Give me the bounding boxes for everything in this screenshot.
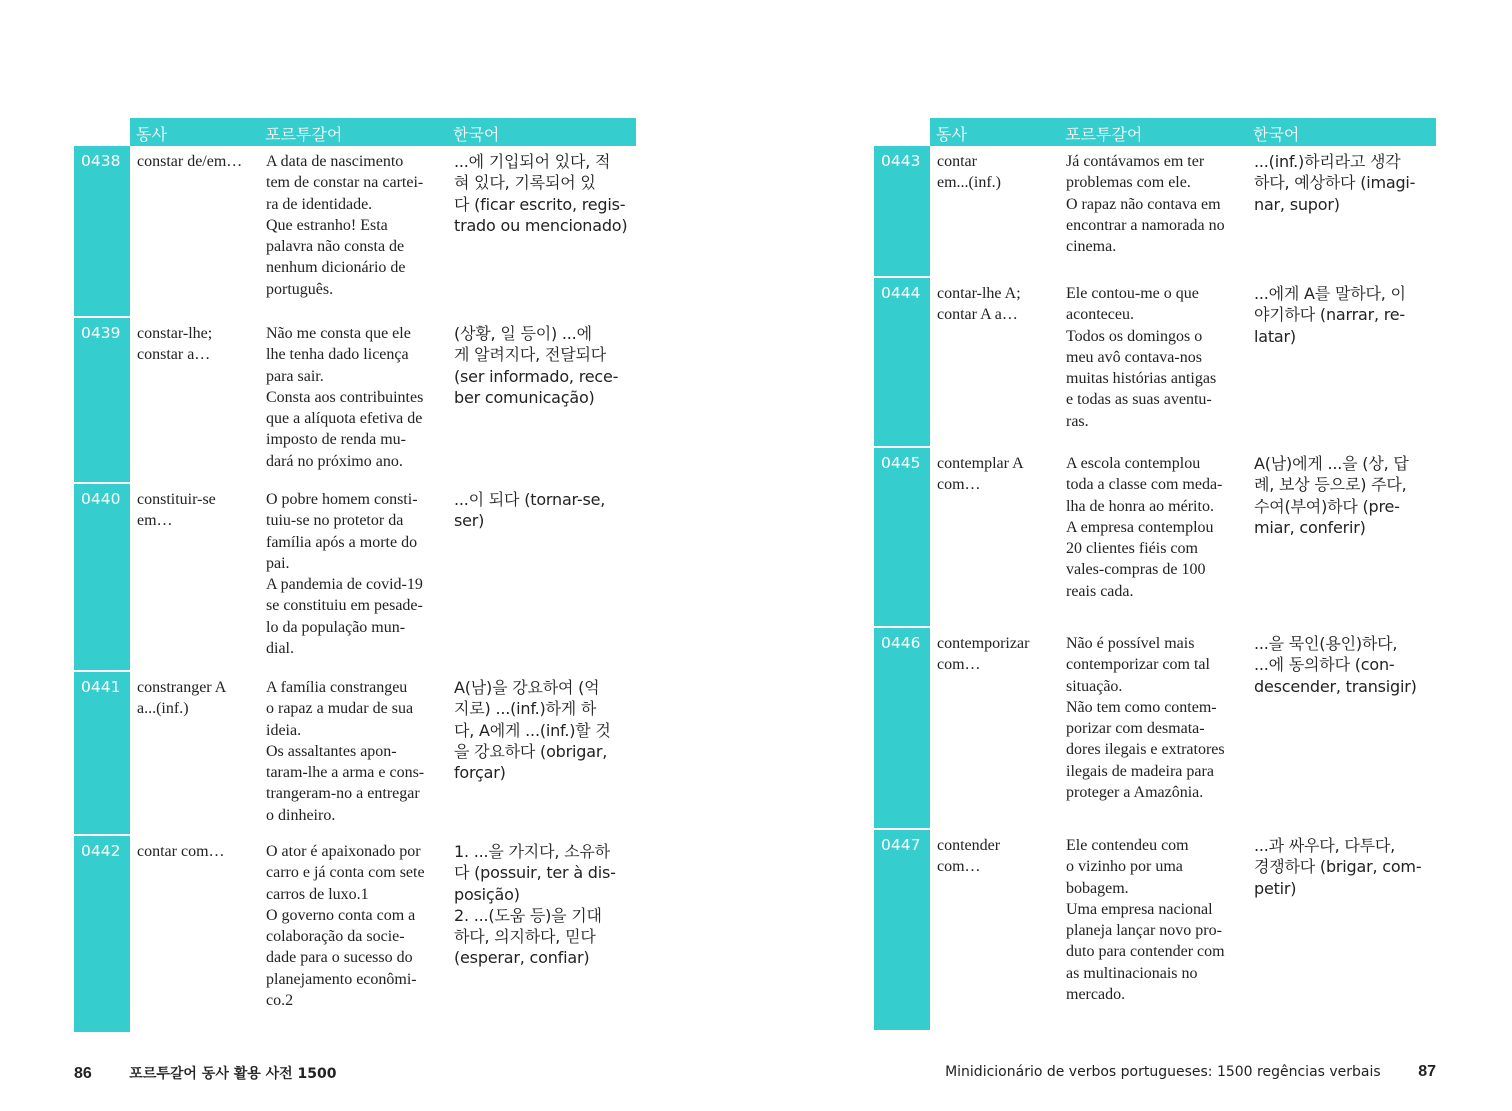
entry-number: 0445 bbox=[881, 454, 921, 472]
example-line: e todas as suas aventu- bbox=[1066, 391, 1212, 409]
example-line: lhe tenha dado licença bbox=[266, 346, 409, 364]
entry-korean-meaning bbox=[1254, 151, 1438, 215]
meaning-line: ...에 기입되어 있다, 적 bbox=[454, 152, 611, 171]
example-line: o dinheiro. bbox=[266, 806, 336, 824]
example-line: dade para o sucesso do bbox=[266, 949, 413, 967]
verb-line: contar A a… bbox=[937, 306, 1018, 324]
entry-list bbox=[874, 146, 1436, 1030]
header-portuguese: 포르투갈어 bbox=[265, 125, 343, 144]
entry-verb bbox=[137, 841, 261, 862]
example-line: O pobre homem consti- bbox=[266, 491, 418, 508]
entry-verb bbox=[137, 489, 261, 532]
example-line: Não tem como contem- bbox=[1066, 698, 1217, 716]
example-line: lo da população mun- bbox=[266, 618, 406, 636]
example-line: o rapaz a mudar de sua bbox=[266, 700, 414, 718]
meaning-line: forçar) bbox=[454, 763, 506, 783]
entry-row bbox=[874, 146, 1436, 278]
meaning-line: descender, transigir) bbox=[1254, 676, 1417, 696]
entry-korean-meaning bbox=[1254, 283, 1438, 347]
header-verb: 동사 bbox=[936, 125, 967, 144]
left-footer bbox=[74, 1063, 337, 1083]
meaning-line: posição) bbox=[454, 884, 520, 904]
example-line: as multinacionais no bbox=[1066, 964, 1198, 982]
meaning-line: trado ou mencionado) bbox=[454, 215, 628, 235]
entry-id-bar bbox=[874, 448, 930, 628]
meaning-line: 하다, 의지하다, 믿다 bbox=[454, 927, 596, 947]
example-line: lha de honra ao mérito. bbox=[1066, 497, 1214, 515]
example-line: Não me consta que ele bbox=[266, 325, 411, 342]
entry-id-bar bbox=[874, 830, 930, 1030]
example-line: encontrar a namorada no bbox=[1066, 216, 1225, 234]
verb-line: constituir-se bbox=[137, 491, 216, 508]
example-line: família após a morte do bbox=[266, 533, 418, 551]
example-line: ras. bbox=[1066, 412, 1089, 430]
entry-id-bar bbox=[874, 628, 930, 830]
verb-line: constranger A bbox=[137, 679, 227, 696]
meaning-line: 수여(부여)하다 (pre- bbox=[1254, 496, 1400, 516]
example-line: planeja lançar novo pro- bbox=[1066, 922, 1222, 940]
verb-line: contemporizar bbox=[937, 635, 1030, 652]
example-line: carro e já conta com sete bbox=[266, 864, 425, 882]
example-line: ra de identidade. bbox=[266, 195, 373, 213]
verb-line: contemplar A bbox=[937, 455, 1024, 472]
verb-line: a...(inf.) bbox=[137, 700, 189, 718]
book-title-portuguese: Minidicionário de verbos portugueses: 1500 regências verbais bbox=[945, 1064, 1381, 1080]
verb-line: com… bbox=[937, 858, 981, 876]
example-line: situação. bbox=[1066, 677, 1123, 695]
entry-portuguese-example bbox=[266, 151, 448, 300]
entry-korean-meaning bbox=[454, 323, 638, 408]
table-header bbox=[930, 118, 1436, 146]
meaning-line: nar, supor) bbox=[1254, 194, 1340, 214]
example-line: pai. bbox=[266, 554, 290, 572]
example-line: Uma empresa nacional bbox=[1066, 900, 1213, 918]
entry-verb bbox=[937, 633, 1061, 676]
entry-korean-meaning bbox=[454, 489, 638, 532]
entry-id-bar bbox=[874, 278, 930, 448]
entry-number: 0440 bbox=[81, 490, 121, 508]
header-portuguese: 포르투갈어 bbox=[1065, 125, 1143, 144]
example-line: reais cada. bbox=[1066, 582, 1134, 600]
example-line: O ator é apaixonado por bbox=[266, 843, 421, 860]
entry-id-bar bbox=[74, 484, 130, 672]
example-line: A família constrangeu bbox=[266, 679, 408, 696]
example-line: tuiu-se no protetor da bbox=[266, 512, 404, 530]
example-line: planejamento econômi- bbox=[266, 970, 417, 988]
meaning-line: ser) bbox=[454, 511, 485, 531]
meaning-line: 을 강요하다 (obrigar, bbox=[454, 741, 608, 761]
verb-line: contar com… bbox=[137, 843, 225, 860]
verb-line: com… bbox=[937, 656, 981, 674]
entry-verb bbox=[137, 323, 261, 366]
meaning-line: (esperar, confiar) bbox=[454, 948, 590, 968]
meaning-line: latar) bbox=[1254, 326, 1296, 346]
example-line: Que estranho! Esta bbox=[266, 216, 388, 234]
entry-id-bar bbox=[874, 146, 930, 278]
meaning-line: ...과 싸우다, 다투다, bbox=[1254, 836, 1395, 855]
entry-portuguese-example bbox=[266, 677, 448, 826]
entry-row bbox=[74, 318, 636, 484]
meaning-line: ...이 되다 (tornar-se, bbox=[454, 490, 606, 509]
verb-line: em...(inf.) bbox=[937, 174, 1001, 192]
example-line: palavra não consta de bbox=[266, 238, 405, 256]
entry-row bbox=[74, 672, 636, 836]
example-line: Ele contendeu com bbox=[1066, 837, 1189, 854]
table-header bbox=[130, 118, 636, 146]
entry-row bbox=[874, 448, 1436, 628]
entry-row bbox=[74, 484, 636, 672]
entry-number: 0446 bbox=[881, 634, 921, 652]
entry-korean-meaning bbox=[1254, 453, 1438, 538]
left-page bbox=[74, 118, 636, 1032]
example-line: A data de nascimento bbox=[266, 153, 404, 170]
entry-number: 0439 bbox=[81, 324, 121, 342]
example-line: Consta aos contribuintes bbox=[266, 388, 424, 406]
entry-korean-meaning bbox=[1254, 633, 1438, 697]
example-line: contemporizar com tal bbox=[1066, 656, 1210, 674]
example-line: 20 clientes fiéis com bbox=[1066, 540, 1198, 558]
example-line: Os assaltantes apon- bbox=[266, 742, 397, 760]
entry-verb bbox=[937, 453, 1061, 496]
example-line: O governo conta com a bbox=[266, 906, 416, 924]
entry-portuguese-example bbox=[1066, 835, 1248, 1005]
entry-id-bar bbox=[74, 318, 130, 484]
entry-verb bbox=[937, 835, 1061, 878]
example-line: português. bbox=[266, 280, 334, 298]
meaning-line: 게 알려지다, 전달되다 bbox=[454, 345, 606, 365]
example-line: o vizinho por uma bbox=[1066, 858, 1183, 876]
example-line: ideia. bbox=[266, 721, 302, 739]
entry-verb bbox=[137, 151, 261, 172]
entry-verb bbox=[937, 283, 1061, 326]
meaning-line: 하다, 예상하다 (imagi- bbox=[1254, 173, 1416, 193]
example-line: A escola contemplou bbox=[1066, 455, 1201, 472]
example-line: se constituiu em pesade- bbox=[266, 597, 423, 615]
entry-portuguese-example bbox=[266, 489, 448, 659]
right-page bbox=[874, 118, 1436, 1030]
example-line: cinema. bbox=[1066, 238, 1117, 256]
meaning-line: ...을 묵인(용인)하다, bbox=[1254, 634, 1398, 653]
meaning-line: 야기하다 (narrar, re- bbox=[1254, 305, 1405, 325]
example-line: que a alíquota efetiva de bbox=[266, 410, 423, 428]
example-line: A empresa contemplou bbox=[1066, 518, 1214, 536]
book-title-korean: 포르투갈어 동사 활용 사전 1500 bbox=[129, 1066, 337, 1082]
meaning-line: 다 (ficar escrito, regis- bbox=[454, 194, 626, 214]
example-line: imposto de renda mu- bbox=[266, 431, 406, 449]
header-verb: 동사 bbox=[136, 125, 167, 144]
verb-line: constar a… bbox=[137, 346, 211, 364]
example-line: taram-lhe a arma e cons- bbox=[266, 764, 425, 782]
entry-portuguese-example bbox=[266, 841, 448, 1011]
verb-line: contender bbox=[937, 837, 1001, 854]
meaning-line: 혀 있다, 기록되어 있 bbox=[454, 173, 596, 193]
entry-korean-meaning bbox=[454, 841, 638, 969]
verb-line: em… bbox=[137, 512, 173, 530]
example-line: nenhum dicionário de bbox=[266, 259, 406, 277]
entry-korean-meaning bbox=[454, 151, 638, 236]
meaning-line: ...에게 A를 말하다, 이 bbox=[1254, 284, 1406, 303]
entry-number: 0442 bbox=[81, 842, 121, 860]
example-line: vales-compras de 100 bbox=[1066, 561, 1206, 579]
entry-list bbox=[74, 146, 636, 1032]
meaning-line: 2. ...(도움 등)을 기대 bbox=[454, 905, 602, 925]
example-line: muitas histórias antigas bbox=[1066, 370, 1217, 388]
example-line: Todos os domingos o bbox=[1066, 327, 1203, 345]
example-line: ilegais de madeira para bbox=[1066, 762, 1214, 780]
example-line: meu avô contava-nos bbox=[1066, 348, 1202, 366]
right-footer bbox=[945, 1063, 1436, 1081]
entry-verb bbox=[137, 677, 261, 720]
entry-id-bar bbox=[74, 146, 130, 318]
example-line: Não é possível mais bbox=[1066, 635, 1195, 652]
meaning-line: 지로) ...(inf.)하게 하 bbox=[454, 699, 597, 719]
example-line: bobagem. bbox=[1066, 879, 1129, 897]
entry-row bbox=[874, 278, 1436, 448]
meaning-line: 경쟁하다 (brigar, com- bbox=[1254, 857, 1422, 877]
header-korean: 한국어 bbox=[1253, 125, 1300, 144]
entry-portuguese-example bbox=[1066, 151, 1248, 257]
page-number: 87 bbox=[1418, 1063, 1436, 1080]
example-line: carros de luxo.1 bbox=[266, 885, 369, 903]
entry-portuguese-example bbox=[1066, 633, 1248, 803]
example-line: A pandemia de covid-19 bbox=[266, 576, 423, 594]
entry-number: 0438 bbox=[81, 152, 121, 170]
example-line: mercado. bbox=[1066, 986, 1126, 1004]
example-line: proteger a Amazônia. bbox=[1066, 784, 1204, 802]
verb-line: constar de/em… bbox=[137, 153, 243, 170]
verb-line: constar-lhe; bbox=[137, 325, 213, 342]
entry-row bbox=[74, 836, 636, 1032]
meaning-line: 다 (possuir, ter à dis- bbox=[454, 863, 616, 883]
entry-number: 0447 bbox=[881, 836, 921, 854]
example-line: O rapaz não contava em bbox=[1066, 195, 1221, 213]
meaning-line: ...에 동의하다 (con- bbox=[1254, 655, 1395, 675]
entry-korean-meaning bbox=[1254, 835, 1438, 899]
entry-id-bar bbox=[74, 836, 130, 1032]
entry-row bbox=[874, 628, 1436, 830]
verb-line: contar bbox=[937, 153, 977, 170]
meaning-line: A(남)을 강요하여 (억 bbox=[454, 678, 600, 697]
example-line: tem de constar na cartei- bbox=[266, 174, 424, 192]
meaning-line: 다, A에게 ...(inf.)할 것 bbox=[454, 720, 611, 740]
entry-row bbox=[74, 146, 636, 318]
verb-line: contar-lhe A; bbox=[937, 285, 1021, 302]
example-line: dará no próximo ano. bbox=[266, 452, 403, 470]
page-number: 86 bbox=[74, 1065, 92, 1082]
entry-number: 0444 bbox=[881, 284, 921, 302]
example-line: problemas com ele. bbox=[1066, 174, 1191, 192]
example-line: dores ilegais e extratores bbox=[1066, 741, 1225, 759]
example-line: porizar com desmata- bbox=[1066, 720, 1205, 738]
example-line: toda a classe com meda- bbox=[1066, 476, 1223, 494]
entry-portuguese-example bbox=[1066, 453, 1248, 602]
meaning-line: miar, conferir) bbox=[1254, 517, 1366, 537]
verb-line: com… bbox=[937, 476, 981, 494]
entry-korean-meaning bbox=[454, 677, 638, 783]
entry-portuguese-example bbox=[1066, 283, 1248, 432]
meaning-line: (상황, 일 등이) ...에 bbox=[454, 324, 592, 343]
entry-portuguese-example bbox=[266, 323, 448, 472]
example-line: para sair. bbox=[266, 367, 324, 385]
example-line: aconteceu. bbox=[1066, 306, 1134, 324]
meaning-line: (ser informado, rece- bbox=[454, 366, 619, 386]
meaning-line: petir) bbox=[1254, 878, 1297, 898]
entry-id-bar bbox=[74, 672, 130, 836]
example-line: colaboração da socie- bbox=[266, 928, 405, 946]
example-line: Já contávamos em ter bbox=[1066, 153, 1205, 170]
example-line: trangeram-no a entregar bbox=[266, 785, 420, 803]
entry-row bbox=[874, 830, 1436, 1030]
example-line: co.2 bbox=[266, 992, 294, 1010]
entry-number: 0443 bbox=[881, 152, 921, 170]
meaning-line: 례, 보상 등으로) 주다, bbox=[1254, 475, 1407, 495]
header-korean: 한국어 bbox=[453, 125, 500, 144]
example-line: dial. bbox=[266, 640, 294, 658]
meaning-line: 1. ...을 가지다, 소유하 bbox=[454, 842, 610, 861]
meaning-line: A(남)에게 ...을 (상, 답 bbox=[1254, 454, 1409, 473]
meaning-line: ...(inf.)하리라고 생각 bbox=[1254, 152, 1401, 171]
example-line: Ele contou-me o que bbox=[1066, 285, 1199, 302]
meaning-line: ber comunicação) bbox=[454, 387, 595, 407]
example-line: duto para contender com bbox=[1066, 943, 1225, 961]
entry-verb bbox=[937, 151, 1061, 194]
entry-number: 0441 bbox=[81, 678, 121, 696]
